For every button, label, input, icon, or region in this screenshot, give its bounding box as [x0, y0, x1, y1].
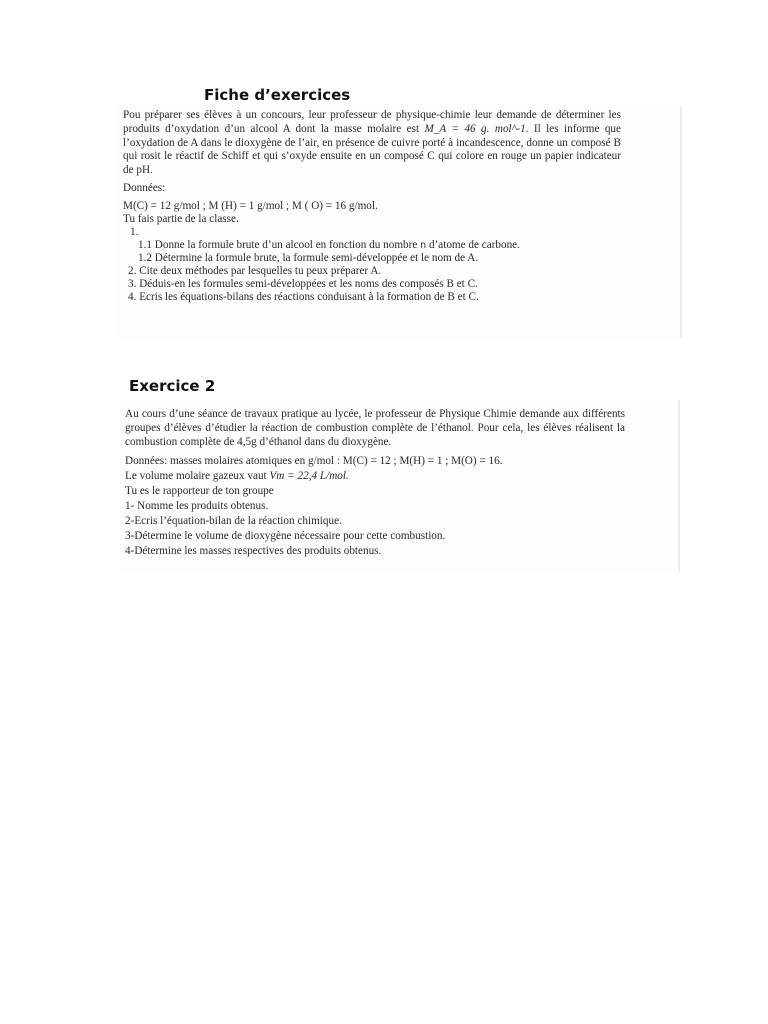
question-4: 4. Ecris les équations-bilans des réactions conduisant à la formation de B et C. [128, 291, 479, 303]
molar-volume-value: Vm = 22,4 L/mol. [269, 470, 349, 482]
exercise-2-role: Tu es le rapporteur de ton groupe [125, 485, 274, 497]
molar-volume-line [125, 470, 349, 483]
role-line: Tu fais partie de la classe. [123, 213, 239, 225]
data-label: Données: [123, 182, 166, 194]
exercise-2-question-2: 2-Ecris l’équation-bilan de la réaction chimique. [125, 515, 342, 527]
exercise-2-data: Données: masses molaires atomiques en g/mol : M(C) = 12 ; M(H) = 1 ; M(O) = 16. [125, 455, 503, 467]
question-1-1-text-end: d’atome de carbone. [428, 239, 520, 251]
question-2: 2. Cite deux méthodes par lesquelles tu peux préparer A. [128, 265, 382, 277]
exercise-2-intro: Au cours d’une séance de travaux pratique au lycée, le professeur de Physique Chimie demande aux différents groupes d’élèves d’étudier la réaction de combustion complète de l’éthanol. Pour cela, les élèves réalisent la combustion complète de 4,5g d’éthanol dans du dioxygène. [125, 408, 625, 448]
exercise-sheet-title: Fiche d’exercices [204, 86, 351, 104]
exercise-2-question-4: 4-Détermine les masses respectives des produits obtenus. [125, 545, 382, 557]
molar-mass-formula: M_A = 46 g. mol^-1 [424, 122, 526, 135]
question-1-1-text: 1.1 Donne la formule brute d’un alcool en fonction du nombre [138, 239, 418, 251]
data-values: M(C) = 12 g/mol ; M (H) = 1 g/mol ; M ( O) = 16 g/mol. [123, 200, 378, 212]
variable-n: n [420, 240, 427, 251]
exercise-1-scan [118, 106, 682, 338]
exercise-2-scan [120, 400, 680, 572]
question-1-2: 1.2 Détermine la formule brute, la formule semi-développée et le nom de A. [138, 252, 479, 264]
exercise-2-question-3: 3-Détermine le volume de dioxygène nécessaire pour cette combustion. [125, 530, 446, 542]
question-1-1 [138, 239, 520, 252]
intro-text-part-1: Pou préparer ses élèves à un concours, leur professeur de physique-chimie leur demande de déterminer les produits d’oxydation d’un alcool A dont la masse molaire est [123, 109, 621, 135]
exercise-2-title: Exercice 2 [129, 377, 216, 395]
question-3: 3. Déduis-en les formules semi-développées et les noms des composés B et C. [128, 278, 478, 290]
intro-text-part-2: . Il les informe que l’oxydation de A dans le dioxygène de l’air, en présence de cuivre porté à incandescence, donne un composé B qui rosit le réactif de Schiff et qui s’oxyde ensuite en un composé C qui colore en rouge un papier indicateur de pH. [123, 122, 621, 177]
question-1: 1. [130, 226, 139, 238]
exercise-2-question-1: 1- Nomme les produits obtenus. [125, 500, 269, 512]
molar-volume-text: Le volume molaire gazeux vaut [125, 470, 267, 482]
exercise-1-intro [123, 109, 621, 178]
